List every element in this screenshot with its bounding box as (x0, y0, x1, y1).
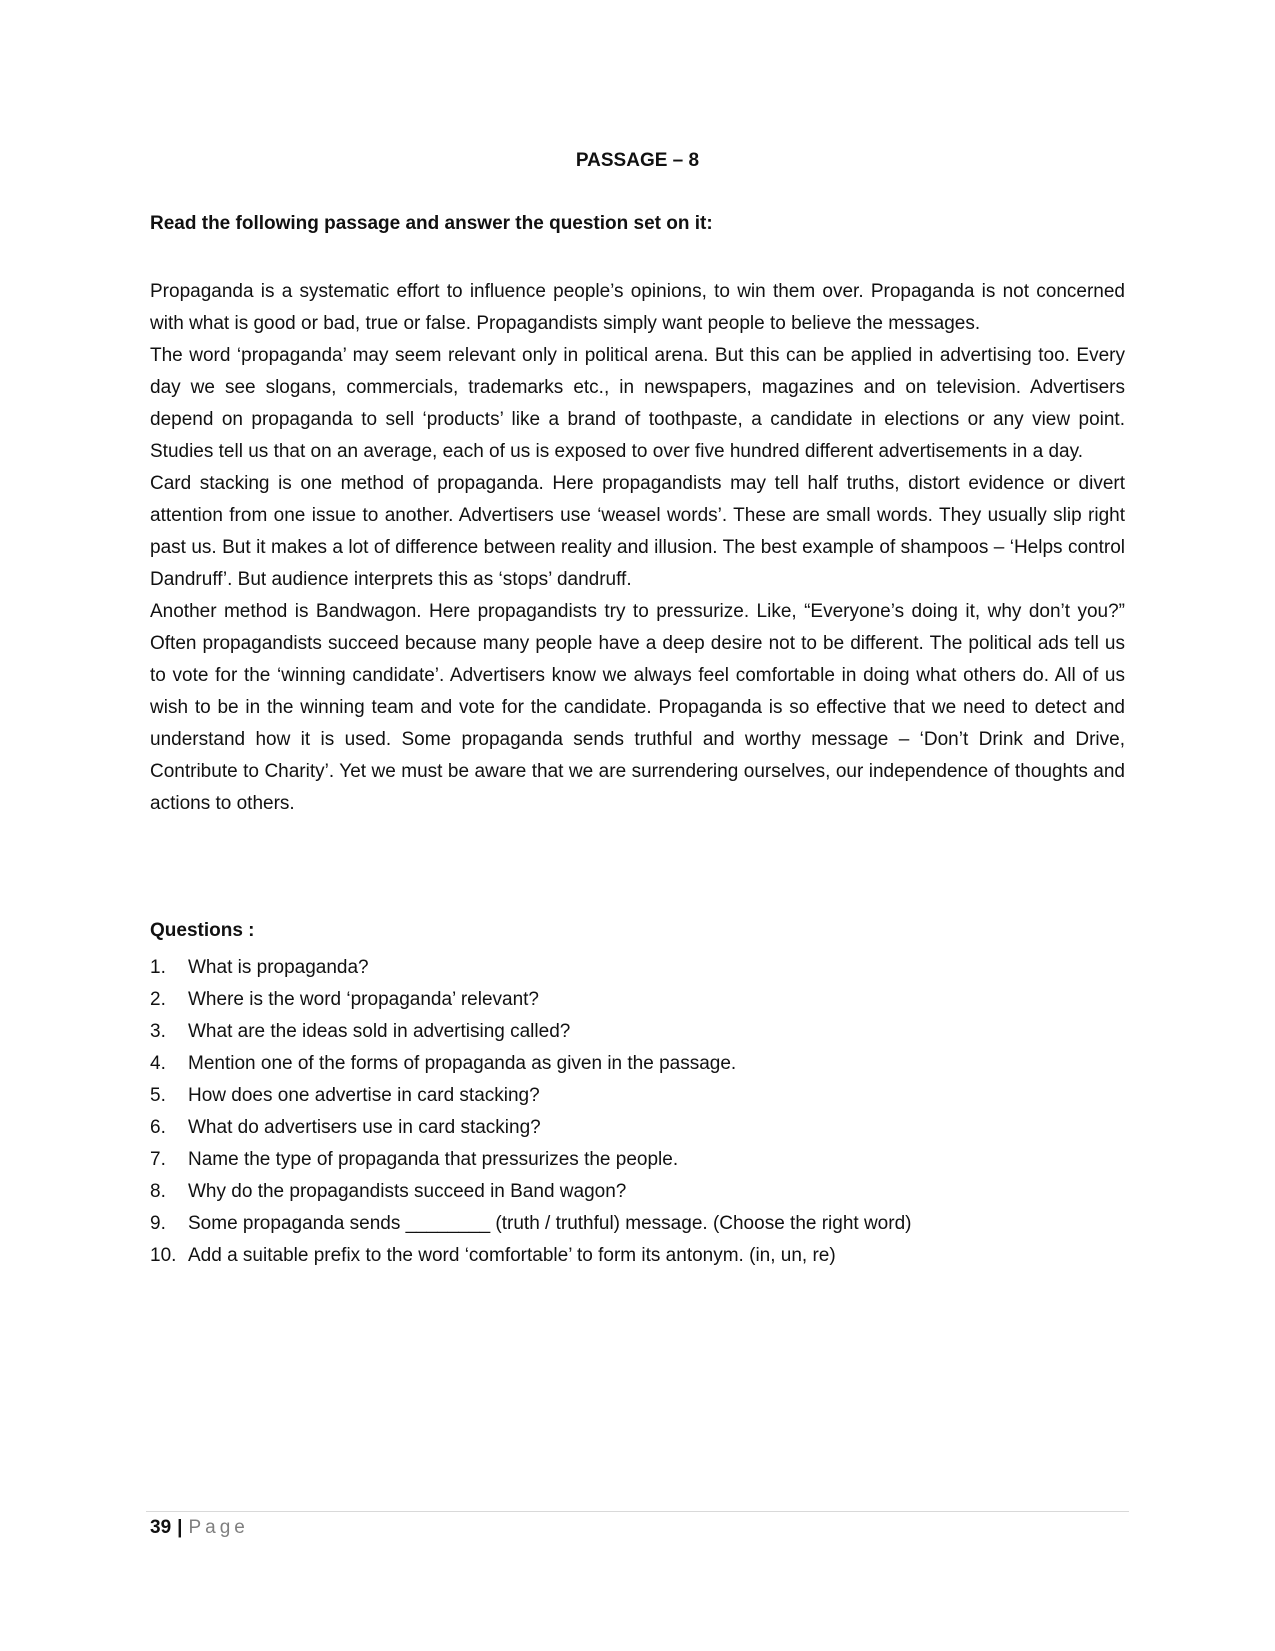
questions-heading: Questions : (150, 920, 255, 941)
question-number: 10. (150, 1245, 177, 1266)
question-item (150, 1112, 1125, 1144)
question-text: How does one advertise in card stacking? (188, 1085, 540, 1106)
passage-body (150, 276, 1125, 820)
question-number: 9. (150, 1213, 166, 1234)
question-number: 4. (150, 1053, 166, 1074)
passage-title: PASSAGE – 8 (575, 150, 700, 171)
question-text: Why do the propagandists succeed in Band wagon? (188, 1181, 627, 1202)
question-number: 1. (150, 957, 166, 978)
question-number: 7. (150, 1149, 166, 1170)
question-number: 8. (150, 1181, 166, 1202)
question-item (150, 1016, 1125, 1048)
question-item (150, 984, 1125, 1016)
page-footer (150, 1517, 249, 1539)
footer-separator: | (177, 1517, 183, 1538)
question-text: What do advertisers use in card stacking? (188, 1117, 541, 1138)
question-item (150, 1144, 1125, 1176)
question-number: 5. (150, 1085, 166, 1106)
question-text: Name the type of propaganda that pressurizes the people. (188, 1149, 679, 1170)
question-number: 2. (150, 989, 166, 1010)
question-item (150, 1208, 1125, 1240)
passage-paragraph: Card stacking is one method of propaganda. Here propagandists may tell half truths, distort evidence or divert attention from one issue to another. Advertisers use ‘weasel words’. These are small words. They usually slip right past us. But it makes a lot of difference between reality and illusion. The best example of shampoos – ‘Helps control Dandruff’. But audience interprets this as ‘stops’ dandruff. (150, 473, 1125, 590)
question-number: 3. (150, 1021, 166, 1042)
question-item (150, 1048, 1125, 1080)
question-number: 6. (150, 1117, 166, 1138)
question-item (150, 1080, 1125, 1112)
question-item (150, 1240, 1125, 1272)
instruction-text: Read the following passage and answer the question set on it: (150, 213, 713, 234)
question-text: Where is the word ‘propaganda’ relevant? (188, 989, 539, 1010)
question-text: Add a suitable prefix to the word ‘comfortable’ to form its antonym. (in, un, re) (188, 1245, 836, 1266)
question-item (150, 952, 1125, 984)
page-label: Page (188, 1517, 249, 1538)
question-text: What is propaganda? (188, 957, 369, 978)
footer-divider (146, 1511, 1129, 1512)
passage-paragraph: Another method is Bandwagon. Here propagandists try to pressurize. Like, “Everyone’s doing it, why don’t you?” Often propagandists succeed because many people have a deep desire not to be different. The political ads tell us to vote for the ‘winning candidate’. Advertisers know we always feel comfortable in doing what others do. All of us wish to be in the winning team and vote for the candidate. Propaganda is so effective that we need to detect and understand how it is used. Some propaganda sends truthful and worthy message – ‘Don’t Drink and Drive, Contribute to Charity’. Yet we must be aware that we are surrendering ourselves, our independence of thoughts and actions to others. (150, 601, 1125, 814)
question-text: Some propaganda sends ________ (truth / truthful) message. (Choose the right word) (188, 1213, 912, 1234)
passage-paragraph: Propaganda is a systematic effort to influence people’s opinions, to win them over. Propaganda is not concerned with what is good or bad, true or false. Propagandists simply want people to believe the messages. (150, 281, 1125, 334)
questions-list (150, 952, 1125, 1272)
passage-paragraph: The word ‘propaganda’ may seem relevant only in political arena. But this can be applied in advertising too. Every day we see slogans, commercials, trademarks etc., in newspapers, magazines and on television. Advertisers depend on propaganda to sell ‘products’ like a brand of toothpaste, a candidate in elections or any view point. Studies tell us that on an average, each of us is exposed to over five hundred different advertisements in a day. (150, 345, 1125, 462)
question-text: Mention one of the forms of propaganda as given in the passage. (188, 1053, 737, 1074)
question-item (150, 1176, 1125, 1208)
page-number: 39 (150, 1517, 172, 1538)
question-text: What are the ideas sold in advertising called? (188, 1021, 571, 1042)
